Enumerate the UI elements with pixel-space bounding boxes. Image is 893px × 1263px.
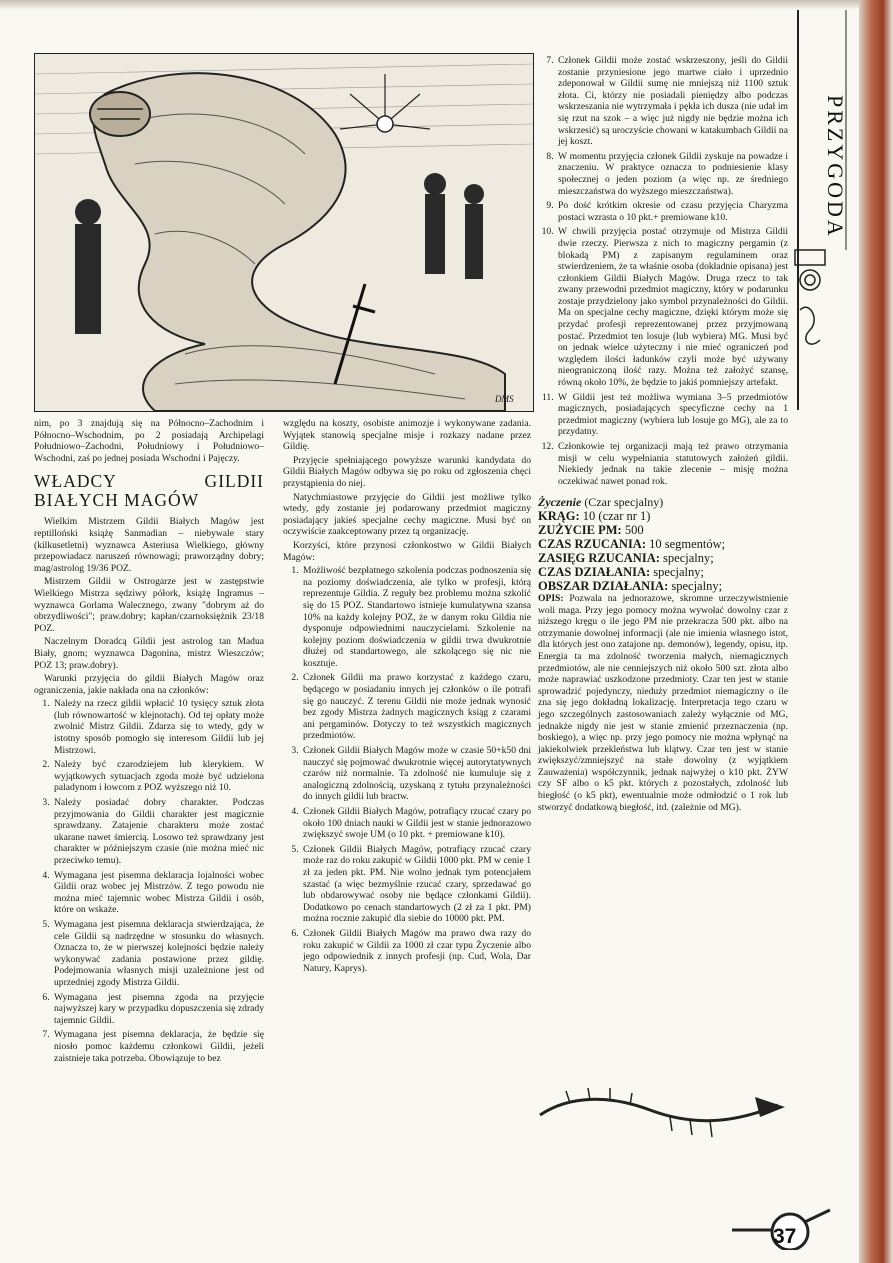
spell-type: (Czar specjalny) bbox=[581, 495, 664, 510]
list-item: 6. Wymagana jest pisemna zgoda na przyjęcie najwyższej kary w przypadku dopuszczenia się zdrady tajemnic Gildii. bbox=[52, 992, 264, 1027]
section-title: WŁADCY GILDII BIAŁYCH MAGÓW bbox=[34, 471, 264, 511]
list-item: 5. Wymagana jest pisemna deklaracja stwierdzająca, że cele Gildii są nadrzędne w stosunku do własnych. Oznacza to, że w pierwszej kolejności będzie należy wykonywać zadania postawione przez gildię. Podejmowania własnych misji uzależnione jest od uprzedniej zgody Mistrza Gildii. bbox=[52, 919, 264, 989]
illustration-drawing bbox=[35, 54, 533, 411]
column-middle bbox=[283, 418, 531, 977]
benefits-list-continued bbox=[538, 55, 788, 487]
col2-paragraph: Natychmiastowe przyjęcie do Gildii jest możliwe tylko wtedy, gdy zostanie jej podarowany przedmiot magiczny posiadający jakieś specjalne cechy magiczne. Musi być on oczywiście zaakceptowany przez tą organizację. bbox=[283, 491, 531, 538]
page-number: 37 bbox=[773, 1225, 797, 1248]
col1-paragraph: Naczelnym Doradcą Gildii jest astrolog tan Madua Biały, gnom; wyznawca Dagonina, mistrz Wieszczów; POZ 13; praw.dobry). bbox=[34, 636, 264, 671]
spell-name: Życzenie bbox=[538, 495, 582, 510]
list-item: 6. Członek Gildii Białych Magów ma prawo dwa razy do roku zakupić w Gildii za 1000 zł czar typu Życzenie albo jego odpowiednik z innych profesji (np. Cud, Wola, Dar Natury, Kaprys). bbox=[301, 928, 531, 974]
spell-czas-dzialania: CZAS DZIAŁANIA: specjalny; bbox=[538, 564, 704, 579]
spell-obszar: OBSZAR DZIAŁANIA: specjalny; bbox=[538, 578, 723, 593]
list-item: 11. W Gildii jest też możliwa wymiana 3–5 przedmiotów magicznych, posiadających specyficzne cechy na 1 przedmiot magiczny (wybiera lub losuje go MG), ale za to przydatny. bbox=[556, 392, 788, 438]
illustration-signature: DMS bbox=[495, 394, 514, 404]
list-item: 1. Możliwość bezpłatnego szkolenia podczas podnoszenia się na poziomy doświadczenia, ale tylko w profesji, którą reprezentuje Gildia. Z reguły bez problemu można szkolić się do 15 POZ. Standartowo istnieje kumulatywna szansa 10% na każdy kolejny POZ, że w danym roku Gildia nie dysponuje odpowiednimi nauczycielami. Szkolenie na kolejny poziom doświadczenia w gildii trwa dwukrotnie dłużej od standartowego, ale szkolącego się nic nie kosztuje. bbox=[301, 565, 531, 669]
list-item: 10. W chwili przyjęcia postać otrzymuje od Mistrza Gildii dwie rzeczy. Pierwsza z nich to magiczny pergamin (z blokadą PM) z zapisanym regulaminem oraz stwierdzeniem, że ta właśnie osoba (dokładnie opisana) jest członkiem Gildii Białych Magów. Druga rzecz to tak zwany przewodni przedmiot magiczny, który w podarunku zostaje przydzielony jako symbol przynależności do Gildii. Ma on specjalne cechy magiczne, dzięki którym może się przydać profesji reprezentowanej przez przyjmowaną postać. Przedmiot ten losuje (lub wybiera) MG. Musi być on jednak wielce użyteczny i nie mieć ograniczeń pod względem ilości ładunków czyli może być używany nieograniczoną ilość razy. Można też założyć szansę, równą około 10%, że będzie to jakiś pomniejszy artefakt. bbox=[556, 226, 788, 388]
list-item: 7. Wymagana jest pisemna deklaracja, że będzie się niosło pomoc każdemu członkowi Gildii, jeżeli zaistnieje taka potrzeba. Obowiązuje to bez bbox=[52, 1029, 264, 1064]
side-tab-label: PRZYGODA bbox=[823, 95, 848, 239]
list-item: 2. Członek Gildii ma prawo korzystać z każdego czaru, będącego w posiadaniu innych jej członków o ile potrafi się go nauczyć. Z terenu Gildii nie może jednak wynosić bez zgody Mistrza żadnych magicznych ksiąg z czarami ani pergaminów. Dotyczy to też wszystkich magicznych przedmiotów. bbox=[301, 672, 531, 742]
list-item: 7. Członek Gildii może zostać wskrzeszony, jeśli do Gildii zostanie przyniesione jego martwe ciało i uprzednio zdeponował w Gildii sumę nie mniejszą niż 1100 sztuk złota. Ci, którzy nie posiadali pieniędzy albo podczas wskrzeszania nie wytrzymała i pękła ich dusza (nie udał im się rzut na szok – a więc już nigdy nie będzie można ich wskrzesić) są uroczyście chowani w katakumbach Gildii na jej koszt. bbox=[556, 55, 788, 148]
col2-paragraph: Korzyści, które przynosi członkostwo w Gildii Białych Magów: bbox=[283, 539, 531, 563]
col2-intro: względu na koszty, osobiste animozje i wykonywane zadania. Wyjątek stanowią specjalne misje i rozkazy nadane przez Gildię. bbox=[283, 418, 531, 453]
list-item: 9. Po dość krótkim okresie od czasu przyjęcia Charyzma postaci wzrasta o 10 pkt.+ premiowane k10. bbox=[556, 200, 788, 223]
column-left bbox=[34, 418, 264, 1067]
list-item: 5. Członek Gildii Białych Magów, potrafiący rzucać czary może raz do roku zakupić w Gildii 1000 pkt. PM w cenie 1 zł za jeden pkt. PM. Nie wolno jednak tym potencjałem szastać (a więc bezmyślnie rzucać czary, sprzedawać go lub obdarowywać osoby nie będące członkami Gildii). Dodatkowo po cenach standartowych (2 zł za 1 pkt. PM) można rocznie zakupić dla siebie do 10000 pkt. PM. bbox=[301, 844, 531, 925]
page-binding-edge bbox=[859, 0, 893, 1263]
illustration-worm-battle bbox=[34, 53, 534, 412]
spell-title bbox=[538, 497, 788, 509]
col1-paragraph: Wielkim Mistrzem Gildii Białych Magów jest reptilloński książę Sanmadian – niebywale stary (kilkusetletni) wyznawca Asteriusa Wielkiego, główny przepowiadacz naruszeń równowagi; praworządny dobry; mag/astrolog 19/36 POZ. bbox=[34, 516, 264, 574]
conditions-list bbox=[34, 698, 264, 1064]
list-item: 12. Członkowie tej organizacji mają też prawo otrzymania misji w celu wypełniania statutowych założeń gildii. Niekiedy jednak na takie zlecenie – misję można oczekiwać nawet ponad rok. bbox=[556, 441, 788, 487]
list-item: 3. Członek Gildii Białych Magów może w czasie 50+k50 dni nauczyć się pojmować dwukrotnie więcej autorytatywnych czarów niż normalnie. Ta zdolność nie kumuluje się z analogiczną zdolnością, uzyskaną z tytułu przynależności do innych gildii lub bractw. bbox=[301, 745, 531, 803]
spell-krag: KRĄG: 10 (czar nr 1) bbox=[538, 508, 651, 523]
list-item: 1. Należy na rzecz gildii wpłacić 10 tysięcy sztuk złota (lub równowartość w klejnotach). Od tej opłaty może zwolnić Mistrz Gildii. Zdarza się to wtedy, gdy w istotny sposób pomogło się interesom Gildii lub jej Mistrzowi. bbox=[52, 698, 264, 756]
spell-zasieg: ZASIĘG RZUCANIA: specjalny; bbox=[538, 550, 714, 565]
spell-czas-rzucania: CZAS RZUCANIA: 10 segmentów; bbox=[538, 536, 726, 551]
list-item: 4. Członek Gildii Białych Magów, potrafiący rzucać czary po około 100 dniach nauki w Gildii jest w stanie jednorazowo zwiększyć swoje UM (o 10 pkt. + premiowane k10). bbox=[301, 806, 531, 841]
benefits-list bbox=[283, 565, 531, 974]
list-item: 8. W momentu przyjęcia członek Gildii zyskuje na powadze i znaczeniu. W praktyce oznacza to podniesienie klasy społecznej o jeden poziom (a więc np. ze średniego mieszczaństwa do wyższego mieszczaństwa). bbox=[556, 151, 788, 197]
page-top-edge bbox=[0, 0, 893, 10]
col2-paragraph: Przyjęcie spełniającego powyższe warunki kandydata do Gildii Białych Magów odbywa się po roku od zgłoszenia chęci przystąpienia do niej. bbox=[283, 454, 531, 489]
col1-paragraph: Mistrzem Gildii w Ostrogarze jest w zastępstwie Wielkiego Mistrza sędziwy półork, książę Ingramus – wyznawca Gorlama Walecznego, zwany "dobrym aż do obrzydliwości"; praw.dobry; kapłan/czarnoksiężnik 23/18 POZ. bbox=[34, 576, 264, 634]
col1-paragraph: Warunki przyjęcia do gildii Białych Magów oraz ograniczenia, jakie nakłada ona na członków: bbox=[34, 673, 264, 696]
bone-dragon-ornament bbox=[530, 1085, 788, 1145]
col1-intro: nim, po 3 znajdują się na Północno–Zachodnim i Północno–Wschodnim, po 2 posiadają Archipelagi Południowo–Zachodni, Południowy i Południowo–Wschodni, zaś po jednej posiada Wschodni i Pajęczy. bbox=[34, 418, 264, 464]
list-item: 3. Należy posiadać dobry charakter. Podczas przyjmowania do Gildii charakter jest magicznie sprawdzany. Zatajenie charakteru może zostać ukarane nawet śmiercią. Losowo też sprawdzany jest charakter w późniejszym czasie (nie można mieć nic przeciwko temu). bbox=[52, 797, 264, 867]
spell-description: OPIS: Pozwala na jednorazowe, skromne urzeczywistnienie woli maga. Przy jego pomocy można wywołać dowolny czar z niższego kręgu o ile jego PM nie przekracza 500 pkt. albo na otrzymanie dowolnej informacji (ale nie imienia własnego istot, dla których jest ono zatajone np. demonów), legendy, opisu, itp. Energia ta ma zdolność tworzenia małych, niemagicznych przedmiotów, ale nie cenniejszych niż około 500 szt. złota albo może naprawiać uszkodzone przedmioty. Czar ten jest w stanie sprowadzić pojedynczy, nieduży przedmiot niemagiczny o ile zna się jego dokładną lokalizację. Interpretacja tego czaru w jego szczególnych zastosowaniach zależy wyłącznie od MG, jednakże nigdy nie jest w stanie zmienić przeznaczenia (np. boskiego), a więc np. przy jego pomocy nie można wpłynąć na jakiekolwiek przekleństwa lub klątwy. Czar ten jest w stanie zwiększyć/zmniejszyć na stałe dowolny (z wyjątkiem Zauważenia) współczynnik, jednak najwyżej o k10 pkt. ŻYW czy SF albo o k5 pkt. których z pozostałych, zdolność lub biegłość (o k5 pkt), ewentualnie może odmłodzić o 1 rok lub stworzyć dodatkową biegłość, itd. (zależnie od MG). bbox=[538, 592, 788, 813]
list-item: 4. Wymagana jest pisemna deklaracja lojalności wobec Gildii oraz wobec jej Mistrzów. Z tego powodu nie można mieć tajemnic wobec Mistrza Gildii i osób, które on wskaże. bbox=[52, 870, 264, 916]
spell-zuzycie: ZUŻYCIE PM: 500 bbox=[538, 522, 644, 537]
column-right bbox=[538, 55, 788, 813]
list-item: 2. Należy być czarodziejem lub klerykiem. W wyjątkowych sytuacjach zgoda może być udzielona paladynom i łowcom z POZ wyższego niż 10. bbox=[52, 759, 264, 794]
